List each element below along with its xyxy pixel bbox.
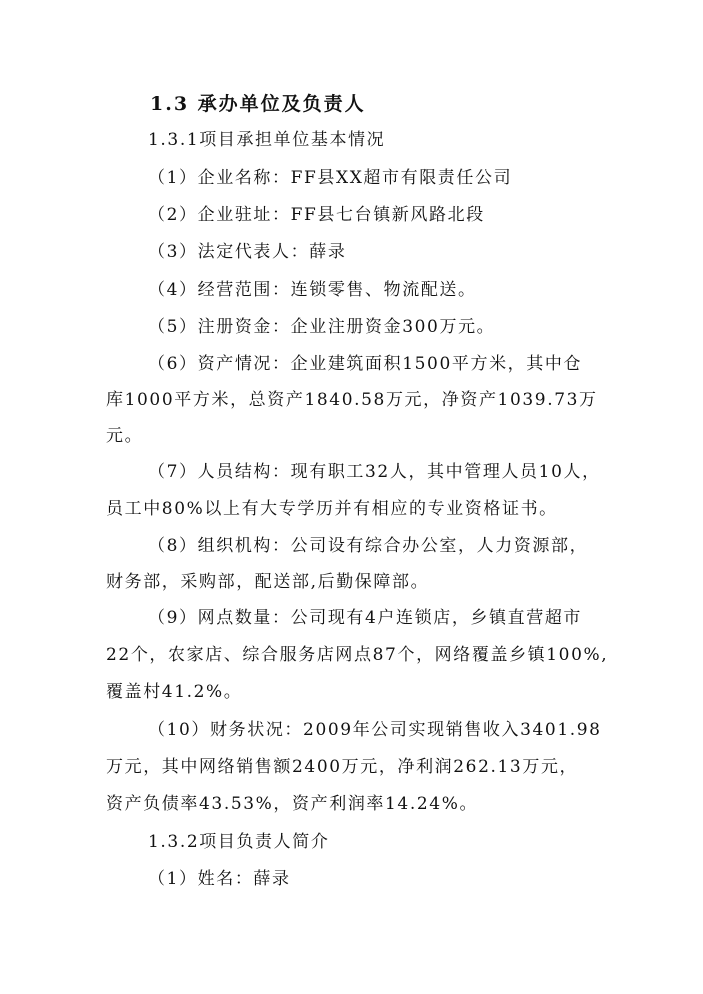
- item-outlets-line-1: （9）网点数量：公司现有4户连锁店，乡镇直营超市: [148, 608, 583, 628]
- item-business-scope: （4）经营范围：连锁零售、物流配送。: [148, 280, 477, 300]
- item-assets-line-2: 库1000平方米，总资产1840.58万元，净资产1039.73万: [106, 390, 598, 410]
- item-assets-line-3: 元。: [106, 426, 144, 446]
- item-staff-line-2: 员工中80%以上有大专学历并有相应的专业资格证书。: [106, 499, 558, 519]
- item-finance-line-2: 万元，其中网络销售额2400万元，净利润262.13万元，: [106, 757, 579, 777]
- item-registered-capital: （5）注册资金：企业注册资金300万元。: [148, 317, 496, 337]
- item-outlets-line-2: 22个，农家店、综合服务店网点87个，网络覆盖乡镇100%,: [106, 645, 609, 665]
- item-finance-line-1: （10）财务状况：2009年公司实现销售收入3401.98: [148, 720, 602, 740]
- item-assets-line-1: （6）资产情况：企业建筑面积1500平方米，其中仓: [148, 354, 583, 374]
- item-company-name: （1）企业名称：FF县XX超市有限责任公司: [148, 168, 513, 188]
- subsection-heading-2: 1.3.2项目负责人简介: [148, 832, 330, 852]
- section-heading: 1.3 承办单位及负责人: [150, 93, 366, 115]
- item-finance-line-3: 资产负债率43.53%，资产利润率14.24%。: [106, 794, 479, 814]
- item-staff-line-1: （7）人员结构：现有职工32人，其中管理人员10人，: [148, 462, 601, 482]
- item-legal-representative: （3）法定代表人：薛录: [148, 242, 347, 262]
- item-outlets-line-3: 覆盖村41.2%。: [106, 682, 243, 702]
- item-person-name: （1）姓名：薛录: [148, 869, 291, 889]
- item-organization-line-1: （8）组织机构：公司设有综合办公室，人力资源部，: [148, 536, 589, 556]
- item-company-address: （2）企业驻址：FF县七台镇新风路北段: [148, 205, 485, 225]
- item-organization-line-2: 财务部，采购部，配送部,后勤保障部。: [106, 572, 430, 592]
- subsection-heading-1: 1.3.1项目承担单位基本情况: [148, 130, 386, 150]
